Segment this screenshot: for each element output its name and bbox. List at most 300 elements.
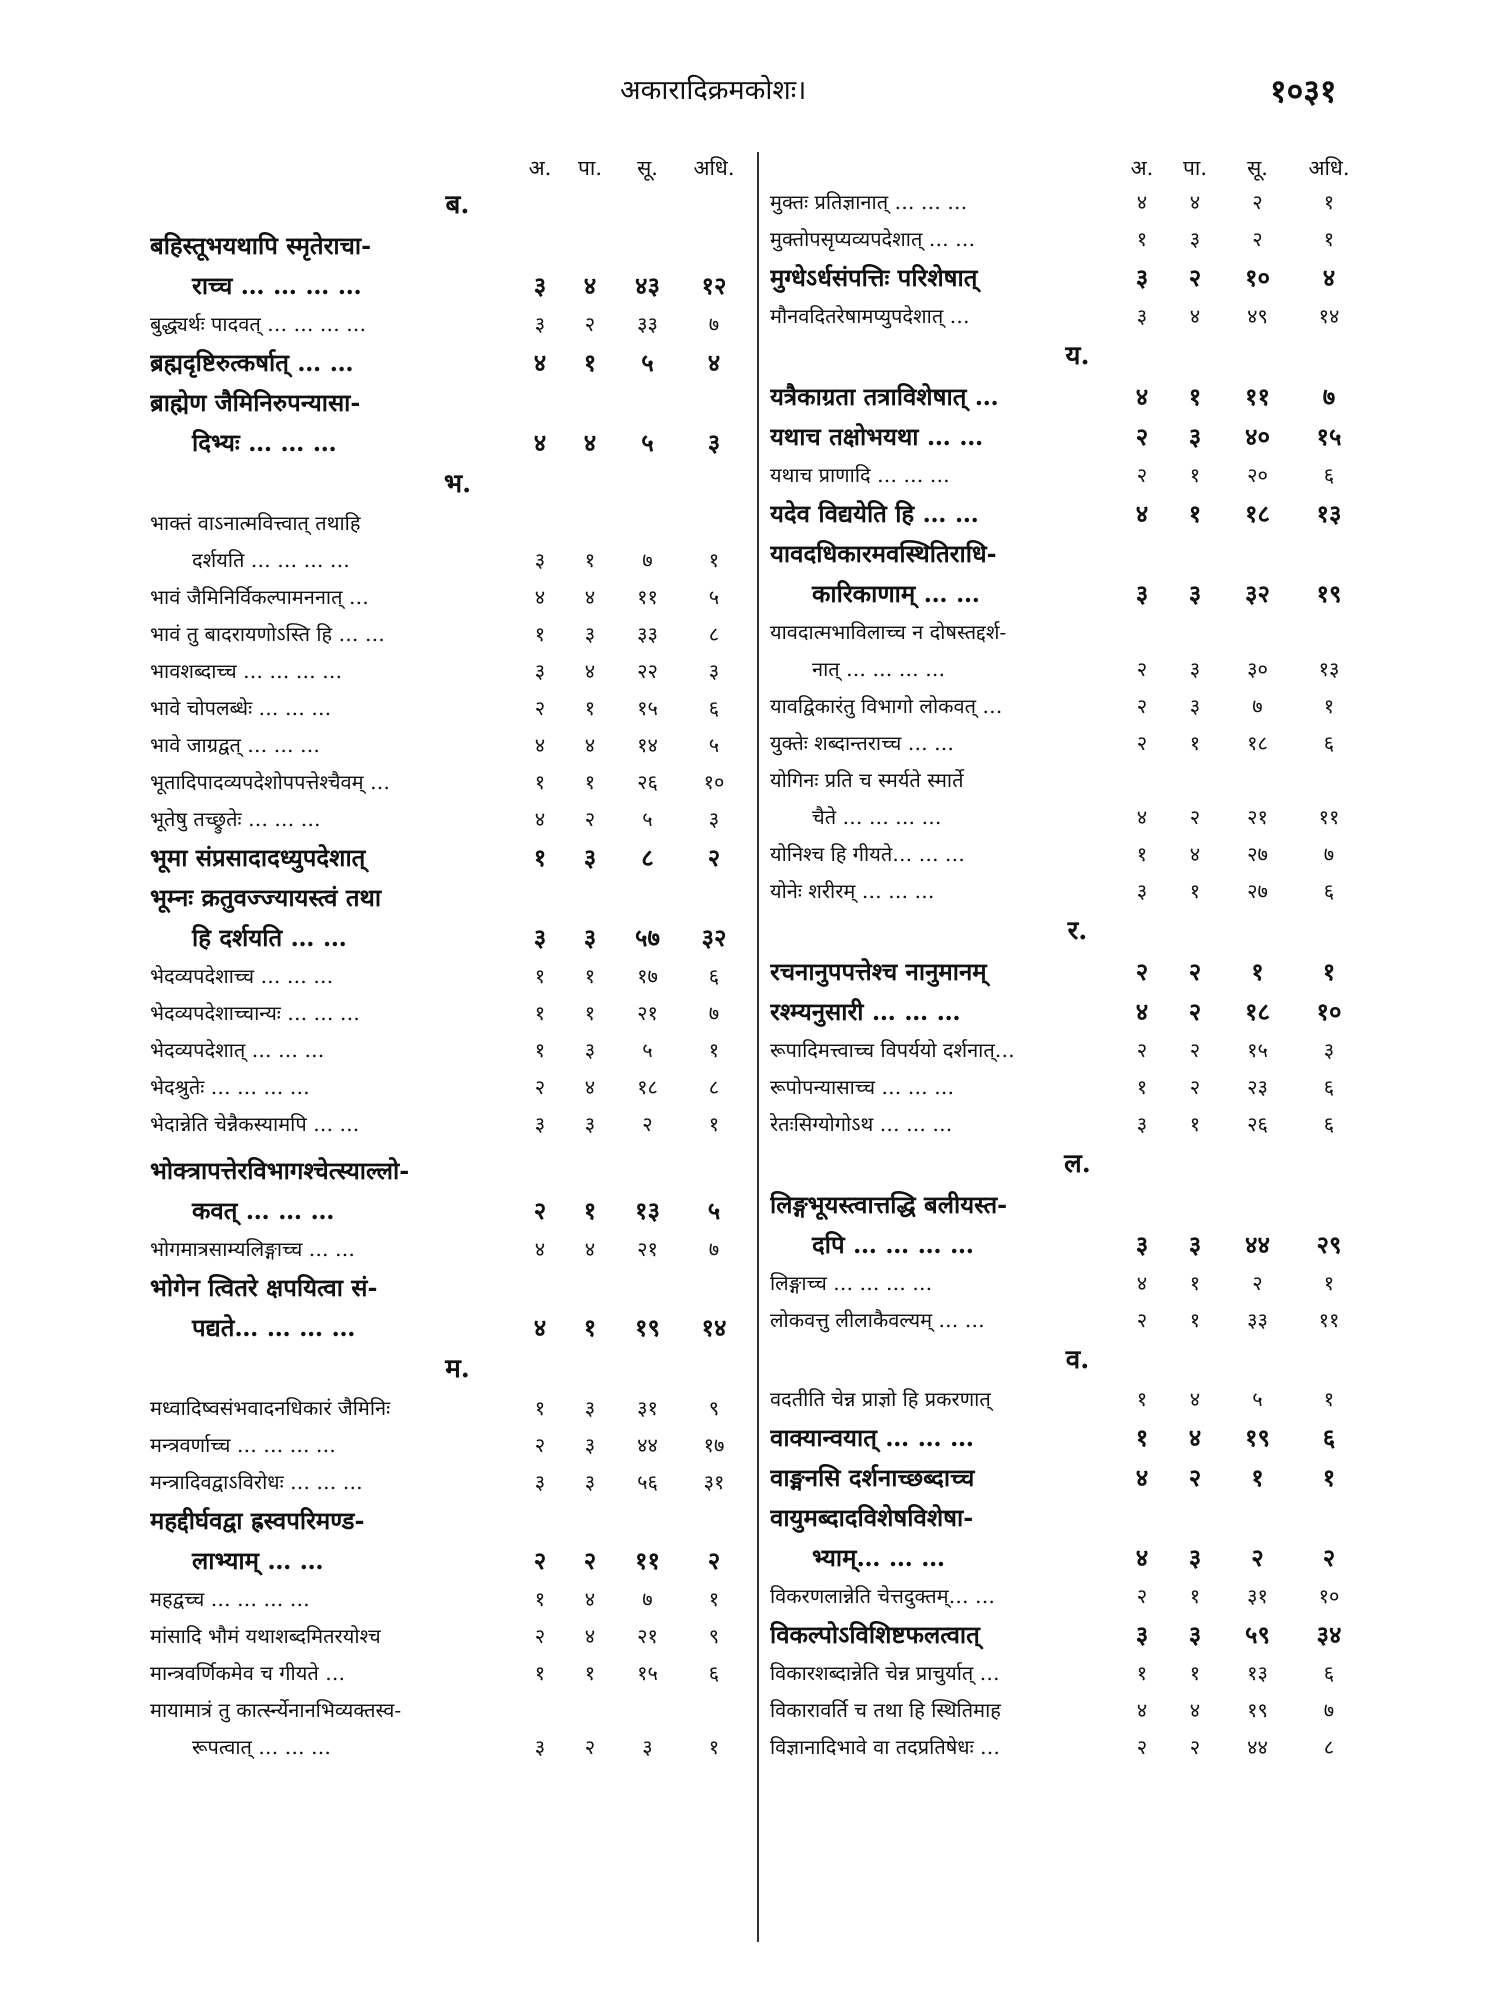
adhikarana-number: १ xyxy=(1323,227,1335,251)
pada-number: ३ xyxy=(1188,1543,1202,1572)
adhikarana-number: १ xyxy=(1323,694,1335,718)
adhyaya-number: १ xyxy=(534,1001,546,1025)
index-entry xyxy=(770,1302,1365,1339)
sutra-number: १४ xyxy=(637,733,658,757)
sutra-text: मन्त्रादिवद्वाऽविरोधः … … … xyxy=(150,1470,363,1494)
pada-number: ३ xyxy=(1188,1620,1202,1649)
index-entry xyxy=(770,614,1365,688)
pada-number: १ xyxy=(1188,499,1202,528)
section-letter: म. xyxy=(445,1354,470,1384)
adhikarana-number: १ xyxy=(1323,190,1335,214)
adhyaya-number: ४ xyxy=(1135,997,1149,1026)
pada-number: ३ xyxy=(584,1038,596,1062)
pada-number: ४ xyxy=(583,428,597,457)
sutra-text: यत्रैकाग्रता तत्राविशेषात् … xyxy=(770,382,999,411)
sutra-text: भावं जैमिनिर्विकल्पामननात् … xyxy=(150,585,369,609)
sutra-number: ३३ xyxy=(637,312,658,336)
sutra-number: ५६ xyxy=(637,1470,658,1494)
adhikarana-number: ७ xyxy=(708,312,720,336)
sutra-text: यदेव विद्ययेति हि … … xyxy=(770,499,979,528)
sutra-text: भेदान्नेति चेन्नैकस्यामपि … … xyxy=(150,1112,360,1136)
sutra-number: २ xyxy=(1252,227,1263,251)
pada-number: १ xyxy=(1188,382,1202,411)
adhyaya-number: १ xyxy=(1136,1661,1148,1685)
pada-number: १ xyxy=(1189,463,1201,487)
adhikarana-number: ३२ xyxy=(701,923,727,952)
header-adhyaya: अ. xyxy=(1130,156,1154,180)
adhyaya-number: १ xyxy=(534,1661,546,1685)
sutra-text: यथाच तक्षोभयथा … … xyxy=(770,422,984,451)
sutra-text: भूतादिपादव्यपदेशोपपत्तेश्चैवम् … xyxy=(150,770,390,794)
sutra-number: ५ xyxy=(642,1038,653,1062)
sutra-text-continuation: दिभ्यः … … … xyxy=(192,428,337,457)
index-entry xyxy=(150,1390,745,1427)
section-letter: ल. xyxy=(1064,1149,1091,1179)
index-entry xyxy=(150,764,745,801)
adhyaya-number: १ xyxy=(534,1038,546,1062)
pada-number: ४ xyxy=(584,1075,596,1099)
adhyaya-number: १ xyxy=(1136,1387,1148,1411)
pada-number: १ xyxy=(583,1196,597,1225)
section-letter: व. xyxy=(1065,1345,1090,1375)
index-entry xyxy=(150,727,745,764)
adhyaya-number: ४ xyxy=(1136,1271,1148,1295)
sutra-number: २१ xyxy=(1247,805,1268,829)
sutra-number: १५ xyxy=(637,696,658,720)
sutra-text: विकल्पोऽविशिष्टफलत्वात् xyxy=(770,1620,980,1649)
sutra-text: लोकवत्तु लीलाकैवल्यम् … … xyxy=(770,1308,985,1332)
sutra-text-continuation: हि दर्शयति … … xyxy=(192,923,347,952)
adhyaya-number: ४ xyxy=(533,428,547,457)
sutra-text-continuation: पद्यते… … … … xyxy=(192,1313,356,1342)
adhyaya-number: १ xyxy=(534,1587,546,1611)
index-entry xyxy=(770,1069,1365,1106)
sutra-text: मुग्धेऽर्धसंपत्तिः परिशेषात् xyxy=(770,263,978,292)
index-entry xyxy=(150,1106,745,1143)
sutra-number: ३ xyxy=(642,1735,653,1759)
sutra-number: २ xyxy=(1252,1271,1263,1295)
index-entry xyxy=(770,688,1365,725)
sutra-number: २७ xyxy=(1247,842,1268,866)
index-entry xyxy=(150,1032,745,1069)
adhikarana-number: ७ xyxy=(1323,842,1335,866)
sutra-number: ३० xyxy=(1247,657,1268,681)
sutra-number: ४० xyxy=(1245,422,1270,451)
adhikarana-number: १७ xyxy=(703,1433,725,1457)
index-entry xyxy=(770,1498,1365,1578)
pada-number: ३ xyxy=(1188,1230,1202,1259)
sutra-number: ४४ xyxy=(1247,1735,1268,1759)
sutra-number: २ xyxy=(642,1112,653,1136)
adhyaya-number: १ xyxy=(1135,1423,1149,1452)
adhikarana-number: ७ xyxy=(708,1001,720,1025)
adhikarana-number: १२ xyxy=(701,271,727,300)
sutra-number: २ xyxy=(1251,1543,1264,1572)
index-entry xyxy=(150,1231,745,1268)
adhikarana-number: ११ xyxy=(1318,1308,1340,1332)
index-entry xyxy=(770,1729,1365,1766)
sutra-number: ४४ xyxy=(637,1433,658,1457)
adhyaya-number: ४ xyxy=(1136,805,1148,829)
sutra-number: २१ xyxy=(637,1624,658,1648)
pada-number: १ xyxy=(583,1313,597,1342)
index-entry xyxy=(770,1578,1365,1615)
adhikarana-number: ५ xyxy=(708,733,720,757)
sutra-text: विकारशब्दान्नेति चेन्न प्राचुर्यात् … xyxy=(770,1661,1000,1685)
sutra-number: २३ xyxy=(1247,1075,1268,1099)
sutra-number: २२ xyxy=(637,659,658,683)
pada-number: २ xyxy=(1188,1463,1202,1492)
adhikarana-number: ६ xyxy=(1322,1423,1336,1452)
pada-number: १ xyxy=(1189,1112,1201,1136)
adhyaya-number: १ xyxy=(533,843,547,872)
adhyaya-number: १ xyxy=(1136,227,1148,251)
adhyaya-number: २ xyxy=(1135,957,1149,986)
adhikarana-number: ७ xyxy=(708,1237,720,1261)
header-sutra: सू. xyxy=(1247,156,1268,180)
adhyaya-number: २ xyxy=(534,1075,546,1099)
sutra-number: ४३ xyxy=(635,271,660,300)
adhikarana-number: २ xyxy=(1322,1543,1336,1572)
column-header xyxy=(770,150,1365,184)
index-entry xyxy=(770,457,1365,494)
index-entry xyxy=(150,995,745,1032)
adhikarana-number: ११ xyxy=(1318,805,1340,829)
sutra-text: ब्राह्मेण जैमिनिरुपन्यासा- xyxy=(150,388,361,417)
pada-number: ३ xyxy=(1189,657,1201,681)
pada-number: २ xyxy=(1189,1038,1201,1062)
sutra-number: १३ xyxy=(1247,1661,1268,1685)
adhyaya-number: २ xyxy=(1136,463,1148,487)
index-entry xyxy=(150,1501,745,1581)
sutra-text: रूपोपन्यासाच्च … … … xyxy=(770,1075,955,1099)
section-letter: र. xyxy=(1067,916,1088,946)
sutra-text: मुक्तः प्रतिज्ञानात् … … … xyxy=(770,190,968,214)
sutra-text: वायुमब्दादविशेषविशेषा- xyxy=(770,1503,974,1532)
sutra-number: १५ xyxy=(1247,1038,1268,1062)
pada-number: २ xyxy=(1188,997,1202,1026)
adhyaya-number: ३ xyxy=(1136,304,1148,328)
index-entry xyxy=(150,1618,745,1655)
pada-number: ४ xyxy=(1189,304,1201,328)
index-entry xyxy=(150,383,745,463)
sutra-text: भेदव्यपदेशाच्चान्यः … … … xyxy=(150,1001,360,1025)
index-entry xyxy=(770,377,1365,417)
index-entry xyxy=(770,1381,1365,1418)
index-entry xyxy=(150,1655,745,1692)
pada-number: ३ xyxy=(584,1396,596,1420)
sutra-number: ११ xyxy=(635,1546,660,1575)
adhyaya-number: ३ xyxy=(1135,263,1149,292)
adhikarana-number: १ xyxy=(708,1112,720,1136)
pada-number: १ xyxy=(584,1001,596,1025)
index-entry xyxy=(770,298,1365,335)
sutra-text: मौनवदितरेषामप्युपदेशात् … xyxy=(770,304,970,328)
pada-number: १ xyxy=(1189,731,1201,755)
sutra-text-continuation: लाभ्याम् … … xyxy=(192,1546,324,1575)
pada-number: ३ xyxy=(1188,579,1202,608)
sutra-text: बहिस्तूभयथापि स्मृतेराचा- xyxy=(150,231,372,260)
adhikarana-number: १ xyxy=(708,1587,720,1611)
index-entry xyxy=(770,1265,1365,1302)
sutra-number: २६ xyxy=(637,770,658,794)
pada-number: ४ xyxy=(584,1624,596,1648)
header-pada: पा. xyxy=(577,156,603,180)
adhikarana-number: १५ xyxy=(1316,422,1342,451)
index-entry xyxy=(150,579,745,616)
index-entry xyxy=(770,836,1365,873)
sutra-text: योनिश्च हि गीयते… … … xyxy=(770,842,965,866)
adhyaya-number: ४ xyxy=(1135,1543,1149,1572)
pada-number: ३ xyxy=(584,1470,596,1494)
sutra-text: वाक्यान्वयात् … … … xyxy=(770,1423,974,1452)
sutra-text: लिङ्गाच्च … … … … xyxy=(770,1271,933,1295)
adhikarana-number: ६ xyxy=(1323,1075,1335,1099)
adhyaya-number: २ xyxy=(534,1624,546,1648)
sutra-text: भेदश्रुतेः … … … … xyxy=(150,1075,310,1099)
pada-number: २ xyxy=(584,312,596,336)
sutra-number: ३३ xyxy=(1247,1308,1268,1332)
pada-number: ३ xyxy=(1189,694,1201,718)
index-entry xyxy=(150,1464,745,1501)
index-entry xyxy=(770,1615,1365,1655)
sutra-number: ११ xyxy=(637,585,658,609)
sutra-number: १७ xyxy=(637,964,658,988)
pada-number: १ xyxy=(584,696,596,720)
adhyaya-number: ३ xyxy=(534,548,546,572)
sutra-number: २१ xyxy=(637,1001,658,1025)
sutra-number: १ xyxy=(1251,1463,1264,1492)
index-entry xyxy=(770,725,1365,762)
adhyaya-number: २ xyxy=(533,1196,547,1225)
sutra-text-continuation: रूपत्वात् … … … xyxy=(192,1735,331,1759)
index-entry xyxy=(770,184,1365,221)
left-column xyxy=(150,150,745,1766)
pada-number: ४ xyxy=(584,1587,596,1611)
sutra-text-continuation: दर्शयति … … … … xyxy=(192,548,350,572)
adhikarana-number: ४ xyxy=(1322,263,1336,292)
sutra-text: भोगमात्रसाम्यलिङ्गाच्च … … xyxy=(150,1237,356,1261)
sutra-number: १५ xyxy=(637,1661,658,1685)
adhyaya-number: ४ xyxy=(1135,382,1149,411)
index-entry xyxy=(150,306,745,343)
adhikarana-number: ६ xyxy=(708,696,720,720)
sutra-text: मायामात्रं तु कार्त्स्न्येनानभिव्यक्तस्व- xyxy=(150,1698,402,1722)
pada-number: २ xyxy=(1189,1075,1201,1099)
section-letter: य. xyxy=(1065,341,1090,371)
adhyaya-number: ४ xyxy=(1135,499,1149,528)
adhikarana-number: ८ xyxy=(708,622,720,646)
sutra-text: भावे जाग्रद्वत् … … … xyxy=(150,733,320,757)
adhyaya-number: १ xyxy=(1136,1075,1148,1099)
sutra-text: भूम्नः क्रतुवज्ज्यायस्त्वं तथा xyxy=(150,883,382,912)
index-entry xyxy=(150,616,745,653)
adhyaya-number: ३ xyxy=(534,1112,546,1136)
adhyaya-number: २ xyxy=(1136,657,1148,681)
sutra-text: रूपादिमत्त्वाच्च विपर्ययो दर्शनात्… xyxy=(770,1038,1015,1062)
sutra-number: १९ xyxy=(635,1313,660,1342)
index-entry xyxy=(770,1418,1365,1458)
sutra-text: भावं तु बादरायणोऽस्ति हि … … xyxy=(150,622,385,646)
running-title: अकारादिक्रमकोशः। xyxy=(620,75,807,106)
pada-number: ४ xyxy=(1189,1387,1201,1411)
sutra-number: १८ xyxy=(637,1075,658,1099)
section-letter: भ. xyxy=(443,469,472,499)
pada-number: ४ xyxy=(584,659,596,683)
sutra-number: २१ xyxy=(637,1237,658,1261)
pada-number: ३ xyxy=(1189,227,1201,251)
sutra-number: ३३ xyxy=(637,622,658,646)
adhikarana-number: ५ xyxy=(708,585,720,609)
adhikarana-number: १ xyxy=(1322,957,1336,986)
adhikarana-number: ८ xyxy=(1323,1735,1335,1759)
pada-number: २ xyxy=(584,1735,596,1759)
sutra-text: विज्ञानादिभावे वा तदप्रतिषेधः … xyxy=(770,1735,1000,1759)
sutra-text: भूतेषु तच्छ्रुतेः … … … xyxy=(150,807,321,831)
header-sutra: सू. xyxy=(637,156,658,180)
adhikarana-number: १ xyxy=(708,1735,720,1759)
adhyaya-number: ३ xyxy=(1136,879,1148,903)
adhikarana-number: १ xyxy=(708,1038,720,1062)
index-entry xyxy=(770,1692,1365,1729)
pada-number: १ xyxy=(1189,1584,1201,1608)
sutra-text: रश्म्यनुसारी … … … xyxy=(770,997,961,1026)
index-entry xyxy=(770,221,1365,258)
pada-number: १ xyxy=(1189,1271,1201,1295)
index-entry xyxy=(770,1185,1365,1265)
sutra-number: १८ xyxy=(1245,997,1270,1026)
pada-number: ४ xyxy=(584,1237,596,1261)
sutra-number: ७ xyxy=(642,1587,653,1611)
adhikarana-number: ६ xyxy=(1323,879,1335,903)
sutra-text: लिङ्गभूयस्त्वात्तद्धि बलीयस्त- xyxy=(770,1190,1008,1219)
index-entry xyxy=(770,873,1365,910)
sutra-text: महद्वच्च … … … … xyxy=(150,1587,310,1611)
sutra-text: भोक्त्रापत्तेरविभागश्चेत्स्याल्लो- xyxy=(150,1156,410,1185)
pada-number: १ xyxy=(584,548,596,572)
sutra-text: मध्वादिष्वसंभवादनधिकारं जैमिनिः xyxy=(150,1396,391,1420)
adhikarana-number: १३ xyxy=(1316,499,1342,528)
index-entry xyxy=(150,505,745,579)
adhikarana-number: ४ xyxy=(707,348,721,377)
index-entry xyxy=(150,1268,745,1348)
sutra-number: १ xyxy=(1251,957,1264,986)
sutra-text: मान्त्रवर्णिकमेव च गीयते … xyxy=(150,1661,346,1685)
index-entry xyxy=(150,838,745,878)
adhikarana-number: २ xyxy=(707,843,721,872)
sutra-text: भेदव्यपदेशाच्च … … … xyxy=(150,964,334,988)
index-entry xyxy=(770,534,1365,614)
adhikarana-number: ६ xyxy=(708,1661,720,1685)
adhyaya-number: ३ xyxy=(1135,1230,1149,1259)
adhyaya-number: ४ xyxy=(534,733,546,757)
index-entry xyxy=(150,343,745,383)
page-number: १०३१ xyxy=(1270,72,1337,110)
pada-number: १ xyxy=(1189,879,1201,903)
pada-number: ४ xyxy=(1189,842,1201,866)
adhyaya-number: ४ xyxy=(1135,1463,1149,1492)
adhyaya-number: २ xyxy=(1136,731,1148,755)
sutra-number: ७ xyxy=(642,548,653,572)
sutra-text: विकरणलान्नेति चेत्तदुक्तम्… … xyxy=(770,1584,995,1608)
sutra-text: वाङ्मनसि दर्शनाच्छब्दाच्च xyxy=(770,1463,975,1492)
sutra-number: ५ xyxy=(1252,1387,1263,1411)
pada-number: २ xyxy=(584,807,596,831)
adhyaya-number: ३ xyxy=(534,659,546,683)
sutra-text: रेतःसिग्योगोऽथ … … … xyxy=(770,1112,953,1136)
adhikarana-number: ८ xyxy=(708,1075,720,1099)
pada-number: २ xyxy=(1189,1735,1201,1759)
index-entry xyxy=(770,494,1365,534)
sutra-number: ३१ xyxy=(637,1396,658,1420)
adhyaya-number: ३ xyxy=(533,271,547,300)
adhikarana-number: १ xyxy=(1323,1387,1335,1411)
adhikarana-number: ५ xyxy=(707,1196,721,1225)
adhyaya-number: २ xyxy=(533,1546,547,1575)
adhikarana-number: १ xyxy=(1322,1463,1336,1492)
pada-number: १ xyxy=(584,964,596,988)
adhyaya-number: १ xyxy=(534,1396,546,1420)
adhikarana-number: १३ xyxy=(1318,657,1340,681)
sutra-text: मुक्तोपसृप्यव्यपदेशात् … … xyxy=(770,227,976,251)
section-letter: ब. xyxy=(445,190,470,220)
pada-number: १ xyxy=(584,770,596,794)
adhyaya-number: २ xyxy=(1136,1584,1148,1608)
sutra-number: ४९ xyxy=(1247,304,1268,328)
sutra-text: यथाच प्राणादि … … … xyxy=(770,463,950,487)
sutra-number: १० xyxy=(1245,263,1270,292)
adhikarana-number: ६ xyxy=(1323,731,1335,755)
adhyaya-number: ३ xyxy=(534,1470,546,1494)
running-head xyxy=(0,68,1500,114)
index-entry xyxy=(770,952,1365,992)
column-divider xyxy=(757,152,759,1942)
sutra-number: १८ xyxy=(1245,499,1270,528)
sutra-text: रचनानुपपत्तेश्च नानुमानम् xyxy=(770,957,987,986)
sutra-text-continuation: कारिकाणाम् … … xyxy=(812,579,980,608)
pada-number: १ xyxy=(1189,1661,1201,1685)
sutra-number: ८ xyxy=(641,843,654,872)
sutra-text: यावद्विकारंतु विभागो लोकवत् … xyxy=(770,694,1003,718)
pada-number: ४ xyxy=(1188,1423,1202,1452)
index-entry xyxy=(150,1692,745,1766)
sutra-number: १९ xyxy=(1247,1698,1268,1722)
adhikarana-number: २ xyxy=(707,1546,721,1575)
index-entry xyxy=(150,878,745,958)
pada-number: ३ xyxy=(583,843,597,872)
sutra-number: ५९ xyxy=(1245,1620,1270,1649)
sutra-text: भूमा संप्रसादादध्युपदेशात् xyxy=(150,843,366,872)
adhyaya-number: ४ xyxy=(534,1237,546,1261)
sutra-text: भोगेन त्वितरे क्षपयित्वा सं- xyxy=(150,1273,378,1302)
sutra-number: ३१ xyxy=(1247,1584,1268,1608)
adhikarana-number: ६ xyxy=(1323,1661,1335,1685)
sutra-number: ५ xyxy=(641,428,654,457)
pada-number: ४ xyxy=(1189,1698,1201,1722)
pada-number: १ xyxy=(583,348,597,377)
sutra-text: यावदधिकारमवस्थितिराधि- xyxy=(770,539,997,568)
adhikarana-number: १० xyxy=(1318,1584,1340,1608)
index-entry xyxy=(150,690,745,727)
sutra-text: वदतीति चेन्न प्राज्ञो हि प्रकरणात् xyxy=(770,1387,991,1411)
index-entry xyxy=(150,1581,745,1618)
adhikarana-number: ३ xyxy=(707,428,721,457)
sutra-text-continuation: भ्याम्… … … xyxy=(812,1543,946,1572)
adhyaya-number: ४ xyxy=(1136,190,1148,214)
adhikarana-number: ९ xyxy=(708,1396,720,1420)
adhikarana-number: ३४ xyxy=(1316,1620,1342,1649)
adhikarana-number: १४ xyxy=(701,1313,727,1342)
